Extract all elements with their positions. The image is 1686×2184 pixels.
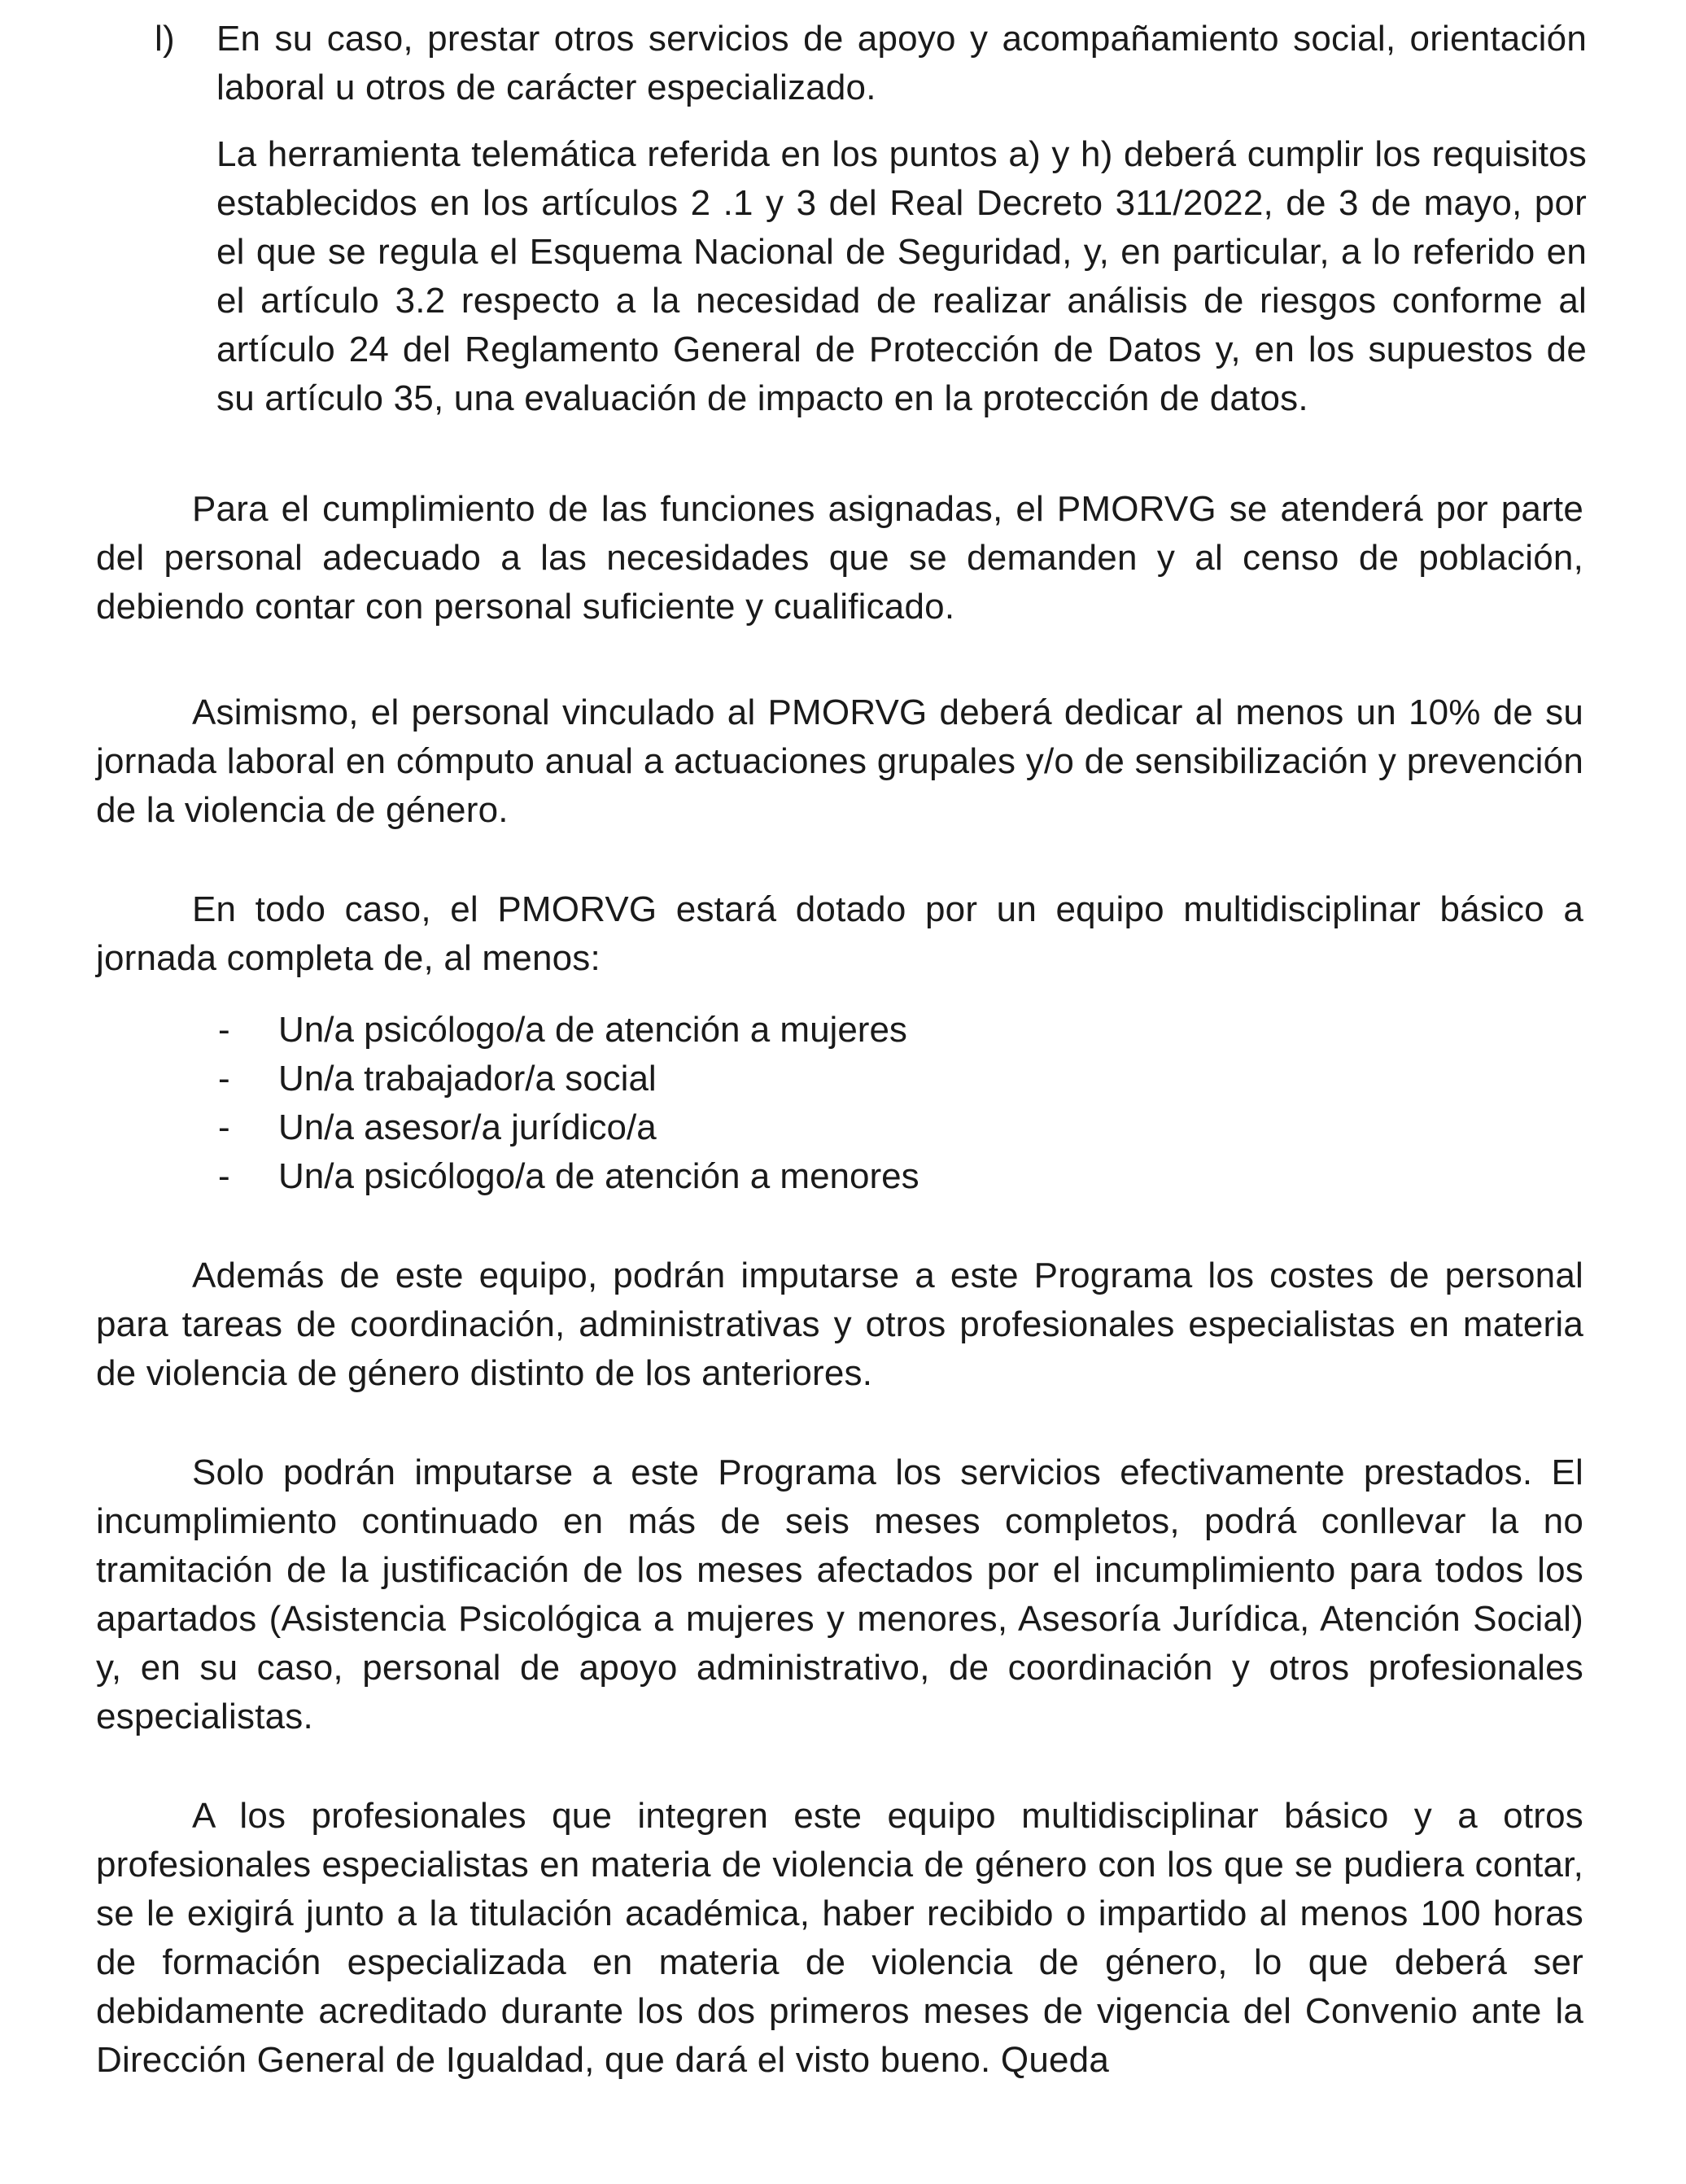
list-item-l-text: En su caso, prestar otros servicios de apoyo y acompañamiento social, orientación laboral u otros de carácter especializado. bbox=[216, 19, 1587, 107]
paragraph-text: Además de este equipo, podrán imputarse a este Programa los costes de personal para tareas de coordinación, administrativas y otros profesionales especialistas en materia de violencia de género distinto de los anteriores. bbox=[96, 1256, 1583, 1393]
paragraph-staff-requirements bbox=[96, 485, 1583, 631]
dash-bullet: - bbox=[218, 1107, 230, 1147]
team-list bbox=[218, 1006, 1357, 1201]
paragraph-awareness-time bbox=[96, 688, 1583, 835]
paragraph-team-intro bbox=[96, 885, 1583, 983]
paragraph-text: Asimismo, el personal vinculado al PMORVG deberá dedicar al menos un 10% de su jornada laboral en cómputo anual a actuaciones grupales y/o de sensibilización y prevención de la violencia de género. bbox=[96, 692, 1583, 830]
paragraph-text: A los profesionales que integren este equipo multidisciplinar básico y a otros profesionales especialistas en materia de violencia de género con los que se pudiera contar, se le exigirá junto a la titulación académica, haber recibido o impartido al menos 100 horas de formación especializada en materia de violencia de género, lo que deberá ser debidamente acreditado durante los dos primeros meses de vigencia del Convenio ante la Dirección General de Igualdad, que dará el visto bueno. Queda bbox=[96, 1796, 1583, 2080]
dash-bullet: - bbox=[218, 1156, 230, 1196]
paragraph-additional-costs bbox=[96, 1251, 1583, 1398]
list-item bbox=[218, 1055, 1357, 1103]
dash-bullet: - bbox=[218, 1010, 230, 1050]
paragraph-text: En todo caso, el PMORVG estará dotado por un equipo multidisciplinar básico a jornada completa de, al menos: bbox=[96, 889, 1583, 978]
list-item-text: Un/a psicólogo/a de atención a menores bbox=[278, 1156, 919, 1196]
list-item-text: Un/a asesor/a jurídico/a bbox=[278, 1107, 657, 1147]
list-marker: l) bbox=[155, 19, 175, 59]
paragraph-training-requirements bbox=[96, 1792, 1583, 2085]
list-item bbox=[218, 1152, 1357, 1201]
paragraph-text: Para el cumplimiento de las funciones asignadas, el PMORVG se atenderá por parte del personal adecuado a las necesidades que se demanden y al censo de población, debiendo contar con personal suficiente y cualificado. bbox=[96, 489, 1583, 627]
paragraph-services-rendered bbox=[96, 1448, 1583, 1741]
paragraph-text: Solo podrán imputarse a este Programa los servicios efectivamente prestados. El incumplimiento continuado en más de seis meses completos, podrá conllevar la no tramitación de la justificación de los meses afectados por el incumplimiento para todos los apartados (Asistencia Psicológica a mujeres y menores, Asesoría Jurídica, Atención Social) y, en su caso, personal de apoyo administrativo, de coordinación y otros profesionales especialistas. bbox=[96, 1452, 1583, 1736]
item-l-note: La herramienta telemática referida en los puntos a) y h) deberá cumplir los requisitos establecidos en los artículos 2 .1 y 3 del Real Decreto 311/2022, de 3 de mayo, por el que se regula el Esquema Nacional de Seguridad, y, en particular, a lo referido en el artículo 3.2 respecto a la necesidad de realizar análisis de riesgos conforme al artículo 24 del Reglamento General de Protección de Datos y, en los supuestos de su artículo 35, una evaluación de impacto en la protección de datos. bbox=[216, 134, 1587, 418]
list-item bbox=[218, 1006, 1357, 1055]
list-item-text: Un/a psicólogo/a de atención a mujeres bbox=[278, 1010, 907, 1050]
dash-bullet: - bbox=[218, 1059, 230, 1099]
list-item-text: Un/a trabajador/a social bbox=[278, 1059, 657, 1099]
list-item bbox=[218, 1103, 1357, 1152]
